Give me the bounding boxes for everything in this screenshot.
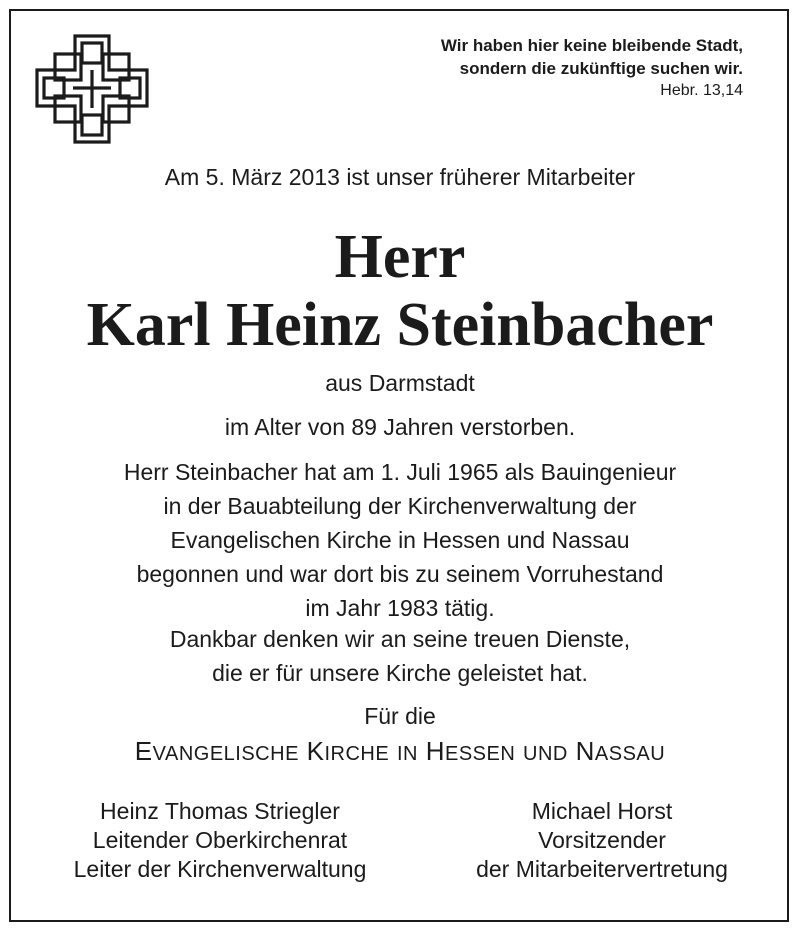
intro-text: Am 5. März 2013 ist unser früherer Mitarbeiter: [164, 164, 636, 190]
organization-text: EVANGELISCHE KIRCHE IN HESSEN UND NASSAU: [134, 736, 666, 766]
bible-verse-line-2: sondern die zukünftige suchen wir.: [459, 59, 743, 78]
signatory-right: [412, 797, 792, 884]
organization-name: [0, 737, 800, 768]
career-paragraph: [0, 455, 800, 625]
career-line: in der Bauabteilung der Kirchenverwaltung der: [163, 493, 637, 519]
bible-verse: [441, 34, 743, 102]
deceased-salutation: Herr: [334, 223, 466, 291]
cross-logo-icon: [35, 34, 149, 144]
career-line: im Jahr 1983 tätig.: [305, 595, 495, 621]
origin-text: aus Darmstadt: [325, 370, 475, 396]
career-line: Evangelischen Kirche in Hessen und Nassau: [170, 527, 630, 553]
signatory-name: Heinz Thomas Striegler: [100, 798, 340, 824]
thanks-paragraph: [0, 622, 800, 690]
deceased-name: Karl Heinz Steinbacher: [86, 291, 714, 359]
signatory-role: der Mitarbeitervertretung: [476, 856, 728, 882]
signatory-name: Michael Horst: [531, 798, 673, 824]
thanks-line: die er für unsere Kirche geleistet hat.: [212, 660, 588, 686]
signatory-title: Vorsitzender: [538, 827, 666, 853]
bible-verse-reference: Hebr. 13,14: [660, 82, 743, 99]
age-text: im Alter von 89 Jahren verstorben.: [224, 414, 576, 440]
for-label: Für die: [364, 703, 436, 729]
career-line: Herr Steinbacher hat am 1. Juli 1965 als Bauingenieur: [123, 459, 677, 485]
signatory-title: Leitender Oberkirchenrat: [92, 827, 348, 853]
bible-verse-line-1: Wir haben hier keine bleibende Stadt,: [440, 36, 743, 55]
signatory-role: Leiter der Kirchenverwaltung: [73, 856, 367, 882]
career-line: begonnen und war dort bis zu seinem Vorruhestand: [136, 561, 664, 587]
thanks-line: Dankbar denken wir an seine treuen Dienste,: [169, 626, 631, 652]
signatory-left: [30, 797, 410, 884]
